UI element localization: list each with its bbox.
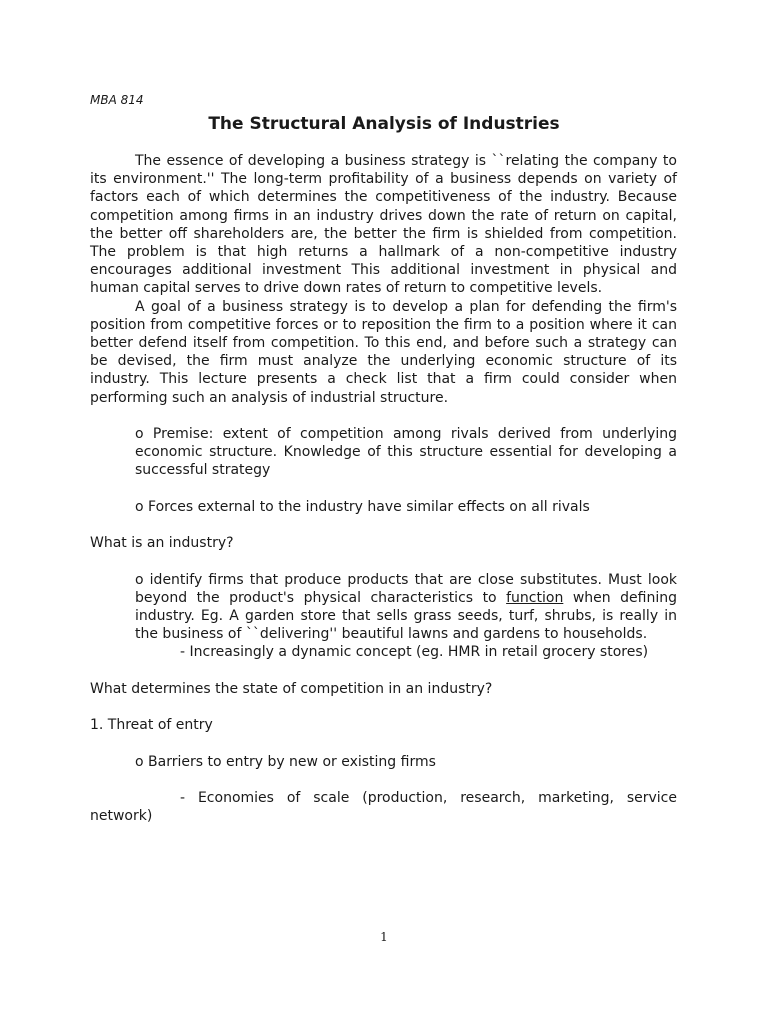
paragraph-goal: A goal of a business strategy is to develop a plan for defending the firm's position from competitive forces or to reposition the firm to a position where it can better defend itself from competition. To this end, and before such a strategy can be devised, the firm must analyze the underlying economic structure of its industry. This lecture presents a check list that a firm could consider when performing such an analysis of industrial structure.: [90, 298, 677, 406]
spacer: [90, 516, 677, 534]
paragraph-intro: The essence of developing a business strategy is ``relating the company to its environment.'' The long-term profitability of a business depends on variety of factors each of which determines the competitiveness of the industry. Because competition among firms in an industry drives down the rate of return on capital, the better off shareholders are, the better the firm is shielded from competition. The problem is that high returns a hallmark of a non-competitive industry encourages additional investment This additional investment in physical and human capital serves to drive down rates of return to competitive levels.: [90, 153, 677, 297]
document-body: [90, 152, 677, 825]
list-item-threat-of-entry: 1. Threat of entry: [90, 717, 213, 734]
heading-state-of-competition: What determines the state of competition in an industry?: [90, 680, 493, 697]
sub-item-economies-of-scale: - Economies of scale (production, research, marketing, service network): [90, 789, 677, 825]
course-code: MBA 814: [90, 93, 144, 107]
bullet-external-forces: o Forces external to the industry have similar effects on all rivals: [135, 498, 590, 515]
bullet-barriers-to-entry: o Barriers to entry by new or existing firms: [135, 753, 436, 770]
sub-item-dynamic-concept: - Increasingly a dynamic concept (eg. HMR in retail grocery stores): [180, 644, 649, 661]
bullet-identify-firms: [135, 571, 677, 644]
spacer: [90, 734, 677, 752]
heading-what-is-industry: What is an industry?: [90, 535, 234, 552]
spacer: [90, 662, 677, 680]
bullet-text-end: when defining industry. Eg. A garden store that sells grass seeds, turf, shrubs, is really in the business of ``delivering'' beautiful lawns and gardens to households.: [135, 589, 677, 643]
spacer: [90, 407, 677, 425]
underlined-term-function: function: [506, 589, 564, 606]
spacer: [90, 552, 677, 570]
spacer: [90, 771, 677, 789]
spacer: [90, 480, 677, 498]
spacer: [90, 698, 677, 716]
page-title: The Structural Analysis of Industries: [208, 114, 560, 134]
bullet-premise: o Premise: extent of competition among rivals derived from underlying economic structure. Knowledge of this structure essential for developing a successful strategy: [135, 426, 677, 479]
bullet-text-start: o identify firms that produce products that are close substitutes. Must look beyond the product's physical characteristics to: [135, 571, 677, 606]
page-number: 1: [380, 930, 388, 944]
